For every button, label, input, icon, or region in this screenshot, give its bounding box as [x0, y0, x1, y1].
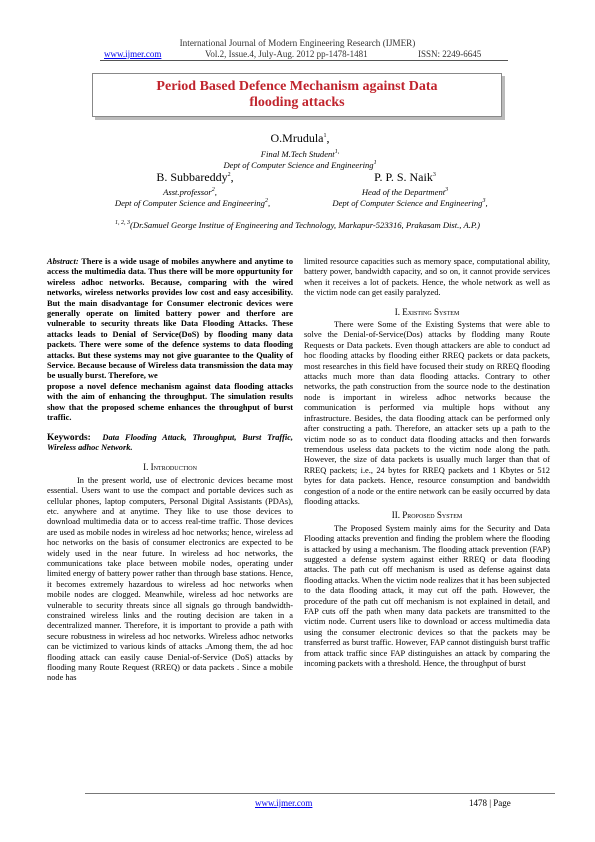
keywords: Keywords: Data Flooding Attack, Throughput, Burst Traffic, Wireless adhoc Network. [47, 432, 294, 452]
author-2-name: B. Subbareddy$^2$, [156, 170, 234, 184]
issn-info: ISSN: 2249-6645 [418, 49, 482, 59]
intro-continued: limited resource capacities such as memory space, computational ability, battery power, bandwidth capacity, and so on, it cannot provide services when it receives a lot of packets. Hence, the whole network as well as the victim node can get easily paralyzed. [304, 257, 550, 298]
abstract-continued: propose a novel defence mechanism against data flooding attacks with the aim of enhancing the throughput. The simulation results show that the proposed scheme enhances the throughput of burst traffic. [47, 381, 293, 423]
section-3-body: The Proposed System mainly aims for the Security and Data Flooding attacks prevention and finding the problem where the flooding is attacked by using a mechanism. The flooding attack prevention (FAP) suggested a defense system against either RREQ or data flooding attacks. The path cut off mechanism is used as defense against data flooding attacks. When the victim node realizes that it has been subjected to the data flooding attack, it may cut off the path. However, the procedure of the path cut off mechanism is not explained in detail, and FAP cuts off the path when many data packets are transmitted to the victim node. Current users like to download or access multimedia data using the consumer electronic devices so that the packets may be transferred as burst traffic. However, FAP cannot distinguish burst traffic from attack traffic since FAP distinguishes an attack by comparing the incoming packets with a threshold. Hence, the throughput of burst [304, 523, 550, 669]
author-3-role: Head of the Department$^3$ [361, 187, 449, 197]
section-2-body: There were Some of the Existing Systems that were able to solve the Denial-of-Service(Dos) attacks by flodding many Route Requests or Data packets. Even though attackers are able to conduct ad hoc flooding attacks by flooding either RREQ packets or data packets, most researches in this field have focused their study on RREQ flooding attacks much more than data flooding attacks. Contrary to other networks, the path construction from the source node to the destination node is important in wireless adhoc networks because the communication is performed via multiple hops without any infrastructure. Besides, the data flooding attack can be performed only after constructing a path. Therefore, an attacker sets up a path to the victim node so as to conduct data flooding attacks and then forwards tremendous useless data packets to the victim node along the path. However, the size of data packets is usually much larger than that of RREQ packets; i.e., 24 bytes for RREQ packets and 1 Kbytes or 512 bytes for data packets. Hence, resource consumption and bandwidth congestion of a node or the entire network can be easily occurred by data flooding attacks. [304, 320, 550, 506]
author-1-name: O.Mrudula$^1$, [270, 131, 330, 145]
journal-website-link[interactable]: www.ijmer.com [104, 49, 162, 59]
footer-website-link[interactable]: www.ijmer.com [255, 798, 313, 808]
section-1-heading: I. Introduction [143, 462, 197, 473]
author-2-role: Asst.professor$^2$, [163, 187, 217, 197]
volume-info: Vol.2, Issue.4, July-Aug. 2012 pp-1478-1481 [205, 49, 368, 59]
section-3-heading: II. Proposed System [391, 510, 463, 521]
section-1-body: In the present world, use of electronic devices became most essential. Users want to use the compact and portable devices such as cellular phones, laptop computers, Personal Digital Assistants (PDAs), etc. anywhere and at anytime. They like to use those devices to download multimedia data or to access real-time traffic. Those devices are used as mobile nodes in wireless ad hoc networks; hence, wireless ad hoc networks on the basis of consumer electronics are expected to be widely used in the near future. In wireless ad hoc networks, the communications take place between mobile nodes, operating under limited energy of battery power rather than through base stations. Hence, it becomes extremely hazardous to wireless ad hoc networks when mobile nodes are clogged. Meanwhile, wireless ad hoc networks are vulnerable to security threats since all signals go through bandwidth- constrained wireless links and the routing decision are taken in a decentralized manner. Therefore, it is important to provide a path with secure robustness in wireless ad hoc networks. Wireless adhoc networks can be victimized to various kinds of attacks .Among them, the ad hoc flooding attack can easily cause Denial-of-Service (DoS) attacks by flooding many Route Request (RREQ) or data packets . Since a mobile node has [47, 475, 293, 683]
left-column [47, 257, 293, 684]
abstract: Abstract: There is a wide usage of mobiles anywhere and anytime to access the multimedia data. Thus there will be more oppurtunity for wireless adhoc networks. Because, comparing with the wired networks, wireless networks provides low cost and easy accesibility. But the main disadvantage for Consumer electronic devices were generally operate on limited battery power and therfore are vulnerable to security threats like Data Flooding Attacks. These attacks leads to Denial of Service(DoS) by flooding many data packets. There were some of the defence systems to data flooding attacks. But these systems may not give guarantee to the Quality of Service. Because because of Wireless data transmission the data may be usually burst. Therefore, we [47, 257, 294, 381]
journal-name: International Journal of Modern Engineering Research (IJMER) [179, 38, 416, 48]
author-3-name: P. P. S. Naik$^3$ [374, 170, 436, 184]
section-2-heading: I. Existing System [394, 306, 460, 317]
header-rule [100, 60, 508, 61]
institution: $^{1, 2, 3}$(Dr.Samuel George Institue of Engineering and Technology, Markapur-523316, Prakasam Dist., A.P.) [115, 220, 480, 230]
title-box [92, 73, 502, 117]
author-1-dept: Dept of Computer Science and Engineering$^1$ [223, 160, 377, 170]
right-column [304, 257, 550, 669]
paper-title: Period Based Defence Mechanism against Data flooding attacks [156, 79, 438, 110]
author-3-dept: Dept of Computer Science and Engineering$^3$, [332, 198, 488, 208]
author-2-dept: Dept of Computer Science and Engineering$^2$, [114, 198, 271, 208]
page-number: 1478 | Page [469, 798, 511, 808]
author-1-role: Final M.Tech Student$^{1,}$ [260, 149, 340, 159]
footer-rule [85, 793, 555, 794]
